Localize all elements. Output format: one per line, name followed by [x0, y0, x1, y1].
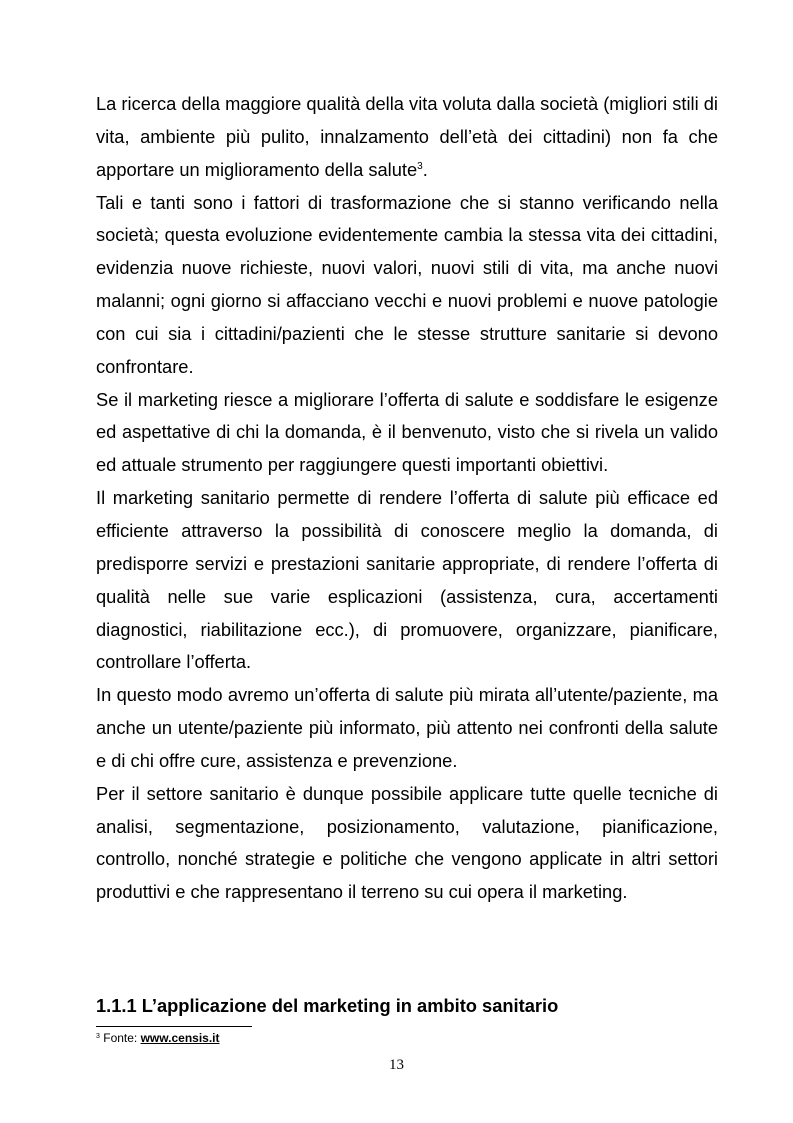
paragraph-5: In questo modo avremo un’offerta di salute più mirata all’utente/paziente, ma anche un utente/paziente più informato, più attento nei confronti della salute e di chi offre cure, assistenza e prevenzione.: [96, 684, 718, 771]
footnote-label: Fonte:: [99, 1031, 141, 1045]
footnote-separator: [96, 1026, 252, 1027]
paragraph-1: [96, 88, 718, 187]
paragraph-3: Se il marketing riesce a migliorare l’offerta di salute e soddisfare le esigenze ed aspettative di chi la domanda, è il benvenuto, visto che si rivela un valido ed attuale strumento per raggiungere questi importanti obiettivi.: [96, 388, 718, 476]
footnote-number: 3: [96, 1033, 100, 1040]
paragraph-text-end: .: [422, 158, 428, 180]
page-number: 13: [389, 1057, 404, 1073]
paragraph-6: Per il settore sanitario è dunque possibile applicare tutte quelle tecniche di analisi, segmentazione, posizionamento, valutazione, pianificazione, controllo, nonché strategie e politiche che vengono applicate in altri settori produttivi e che rappresentano il terreno su cui opera il marketing.: [96, 782, 718, 903]
footnote-link[interactable]: www.censis.it: [140, 1031, 220, 1045]
footnote: [96, 1031, 220, 1045]
paragraph-text: La ricerca della maggiore qualità della vita voluta dalla società (migliori stili di vita, ambiente più pulito, innalzamento dell’età dei cittadini) non fa che apportare un miglioramento della salute: [96, 93, 718, 180]
paragraph-4: Il marketing sanitario permette di rendere l’offerta di salute più efficace ed efficiente attraverso la possibilità di conoscere meglio la domanda, di predisporre servizi e prestazioni sanitarie appropriate, di rendere l’offerta di qualità nelle sue varie esplicazioni (assistenza, cura, accertamenti diagnostici, riabilitazione ecc.), di promuovere, organizzare, pianificare, controllare l’offerta.: [96, 487, 718, 673]
body-text: [96, 88, 718, 909]
footnote-reference[interactable]: 3: [417, 160, 423, 172]
paragraph-2: Tali e tanti sono i fattori di trasformazione che si stanno verificando nella società; questa evoluzione evidentemente cambia la stessa vita dei cittadini, evidenzia nuove richieste, nuovi valori, nuovi stili di vita, ma anche nuovi malanni; ogni giorno si affacciano vecchi e nuovi problemi e nuove patologie con cui sia i cittadini/pazienti che le stesse strutture sanitarie si devono confrontare.: [96, 191, 718, 377]
section-heading: 1.1.1 L’applicazione del marketing in ambito sanitario: [96, 995, 559, 1016]
